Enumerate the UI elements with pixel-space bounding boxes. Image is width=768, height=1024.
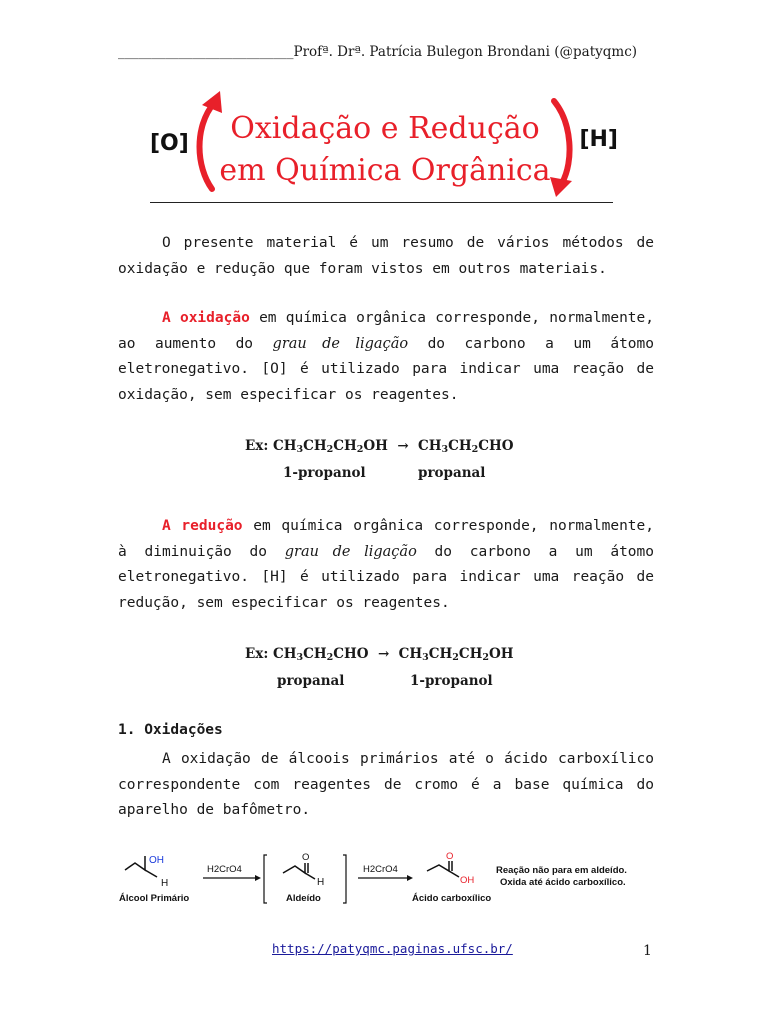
footer-website-link[interactable]: https://patyqmc.paginas.ufsc.br/	[272, 941, 513, 956]
carboxylic-acid-structure	[412, 851, 491, 904]
reduction-emphasis: grau de ligação	[284, 543, 417, 560]
oxidation-lead: A oxidação	[162, 310, 250, 326]
scheme-note-line-1: Reação não para em aldeído.	[496, 865, 627, 876]
example-2-reactant-name: propanal	[277, 673, 345, 689]
intro-paragraph	[118, 231, 654, 282]
alcohol-oh-label: OH	[149, 855, 164, 866]
title-line-2: em Química Orgânica	[219, 153, 551, 188]
reaction-scheme-drawing	[115, 845, 655, 915]
alcohol-label: Álcool Primário	[119, 893, 190, 904]
reaction-arrow-1	[203, 864, 261, 881]
acid-label: Ácido carboxílico	[412, 893, 492, 904]
reduction-paragraph	[118, 514, 654, 616]
acid-oh-label: OH	[460, 875, 475, 886]
example-1-equation: Ex: $CH_3CH_2CH_2OH \to CH_3CH_2CHO$	[245, 438, 514, 455]
reduction-text-2: do carbono a um átomo eletronegativo. [H] é utilizado para indicar uma reação de redução, sem especificar os reagentes.	[118, 543, 654, 611]
acid-o-label: O	[446, 851, 454, 862]
aldehyde-o-label: O	[302, 852, 310, 863]
example-2-prefix: Ex:	[245, 646, 269, 662]
reduction-symbol: [H]	[579, 127, 618, 152]
reduction-lead: A redução	[162, 518, 243, 534]
aldehyde-label: Aldeído	[286, 893, 321, 904]
intro-text: O presente material é um resumo de vários métodos de oxidação e redução que foram vistos em outros materiais.	[118, 235, 654, 277]
section-1-title: 1. Oxidações	[118, 722, 223, 738]
example-2-product-name: 1-propanol	[410, 673, 493, 689]
scheme-note-line-2: Oxida até ácido carboxílico.	[500, 877, 626, 888]
oxidation-text-1: em química orgânica corresponde, normalmente, ao aumento do	[118, 310, 654, 352]
alcohol-h-label: H	[161, 878, 169, 889]
oxidation-text-2: do carbono a um átomo eletronegativo. [O] é utilizado para indicar uma reação de oxidação, sem especificar os reagentes.	[118, 335, 654, 403]
section-1-paragraph	[118, 747, 654, 824]
title-underline	[150, 202, 613, 203]
reagent-1-label: H2CrO4	[207, 864, 242, 875]
example-1-product-name: propanal	[418, 465, 486, 481]
example-1-reactant-name: 1-propanol	[283, 465, 366, 481]
oxidation-paragraph	[118, 306, 654, 408]
oxidation-emphasis: grau de ligação	[272, 335, 409, 352]
reduction-text-1: em química orgânica corresponde, normalmente, à diminuição do	[118, 518, 654, 560]
page-number: 1	[643, 943, 652, 959]
title-line-1: Oxidação e Redução	[230, 111, 540, 146]
title-block	[150, 95, 620, 215]
primary-alcohol-structure	[119, 855, 189, 904]
reagent-2-label: H2CrO4	[363, 864, 398, 875]
example-1-prefix: Ex:	[245, 438, 269, 454]
reaction-arrow-2	[358, 864, 413, 881]
reaction-scheme	[115, 845, 655, 915]
oxidation-symbol: [O]	[150, 131, 189, 156]
section-1-text: A oxidação de álcoois primários até o ácido carboxílico correspondente com reagentes de cromo é a base química do aparelho de bafômetro.	[118, 751, 654, 818]
down-arrow-icon	[542, 97, 582, 201]
aldehyde-h-label: H	[317, 877, 325, 888]
header-author: __________________________Profª. Drª. Patrícia Bulegon Brondani (@patyqmc)	[118, 44, 638, 60]
aldehyde-structure	[264, 852, 346, 904]
up-arrow-icon	[190, 87, 230, 197]
example-2-equation: Ex: $CH_3CH_2CHO \to CH_3CH_2CH_2OH$	[245, 646, 514, 663]
